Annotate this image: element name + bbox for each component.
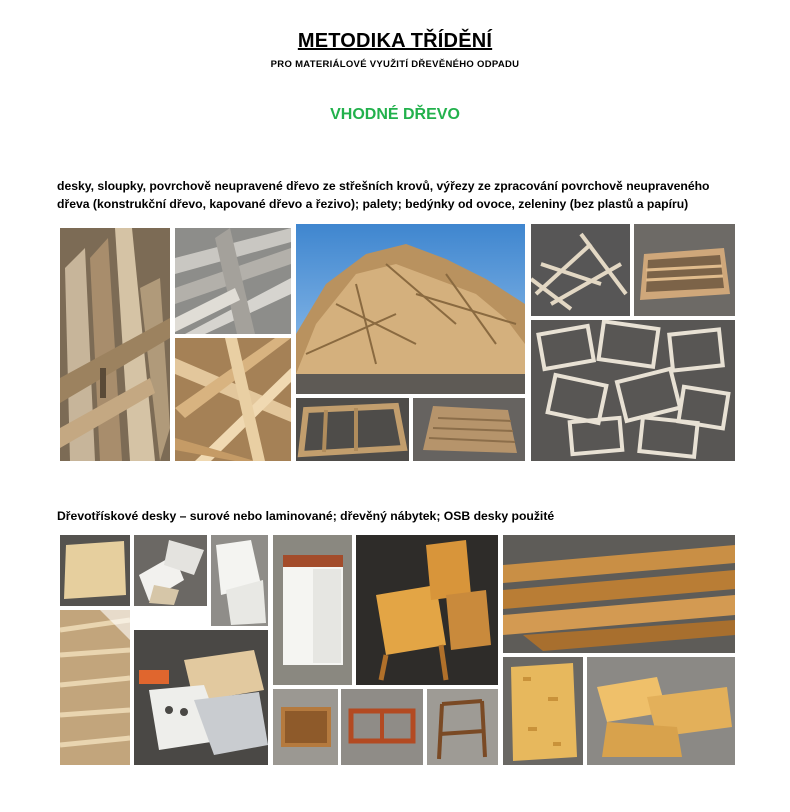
photo-crate-debris [531, 224, 630, 316]
photo-old-beams [60, 228, 170, 461]
photo-pallet-frame [296, 398, 409, 461]
photo-laminated-boards [134, 630, 268, 765]
photo-chipboard-panel [60, 535, 130, 606]
group1-description [57, 177, 757, 213]
photo-pallet-flat [413, 398, 525, 461]
photo-chipboard-stack [60, 610, 130, 765]
photo-white-laminate-1 [134, 535, 207, 606]
photo-fruit-crate [634, 224, 735, 316]
document-title: METODIKA TŘÍDĚNÍ [297, 30, 493, 52]
section-heading: VHODNÉ DŘEVO [330, 106, 460, 123]
group1-description-line2: dřeva (konstrukční dřevo, kapované dřevo a řezivo); palety; bedýnky od ovoce, zeleniny (bez plastů a papíru) [57, 197, 689, 211]
photo-frame [341, 689, 423, 765]
photo-pallet-heap [296, 224, 525, 394]
document-subtitle: PRO MATERIÁLOVÉ VYUŽITÍ DŘEVĚNÉHO ODPADU [270, 59, 520, 70]
photo-drawer [273, 689, 338, 765]
photo-crate-pile [531, 320, 735, 461]
photo-osb-fragments [587, 657, 735, 765]
photo-osb-board [503, 657, 583, 765]
photo-osb-strips [503, 535, 735, 653]
photo-chairs [356, 535, 498, 685]
photo-cabinet [273, 535, 352, 685]
photo-cut-lumber [175, 338, 291, 461]
photo-grey-boards [175, 228, 291, 334]
photo-white-laminate-2 [211, 535, 268, 626]
photo-stool [427, 689, 498, 765]
group2-description: Dřevotřískové desky – surové nebo laminované; dřevěný nábytek; OSB desky použité [57, 509, 555, 523]
group1-description-line1: desky, sloupky, povrchově neupravené dřevo ze střešních krovů, výřezy ze zpracování povrchově neupraveného [57, 179, 710, 193]
